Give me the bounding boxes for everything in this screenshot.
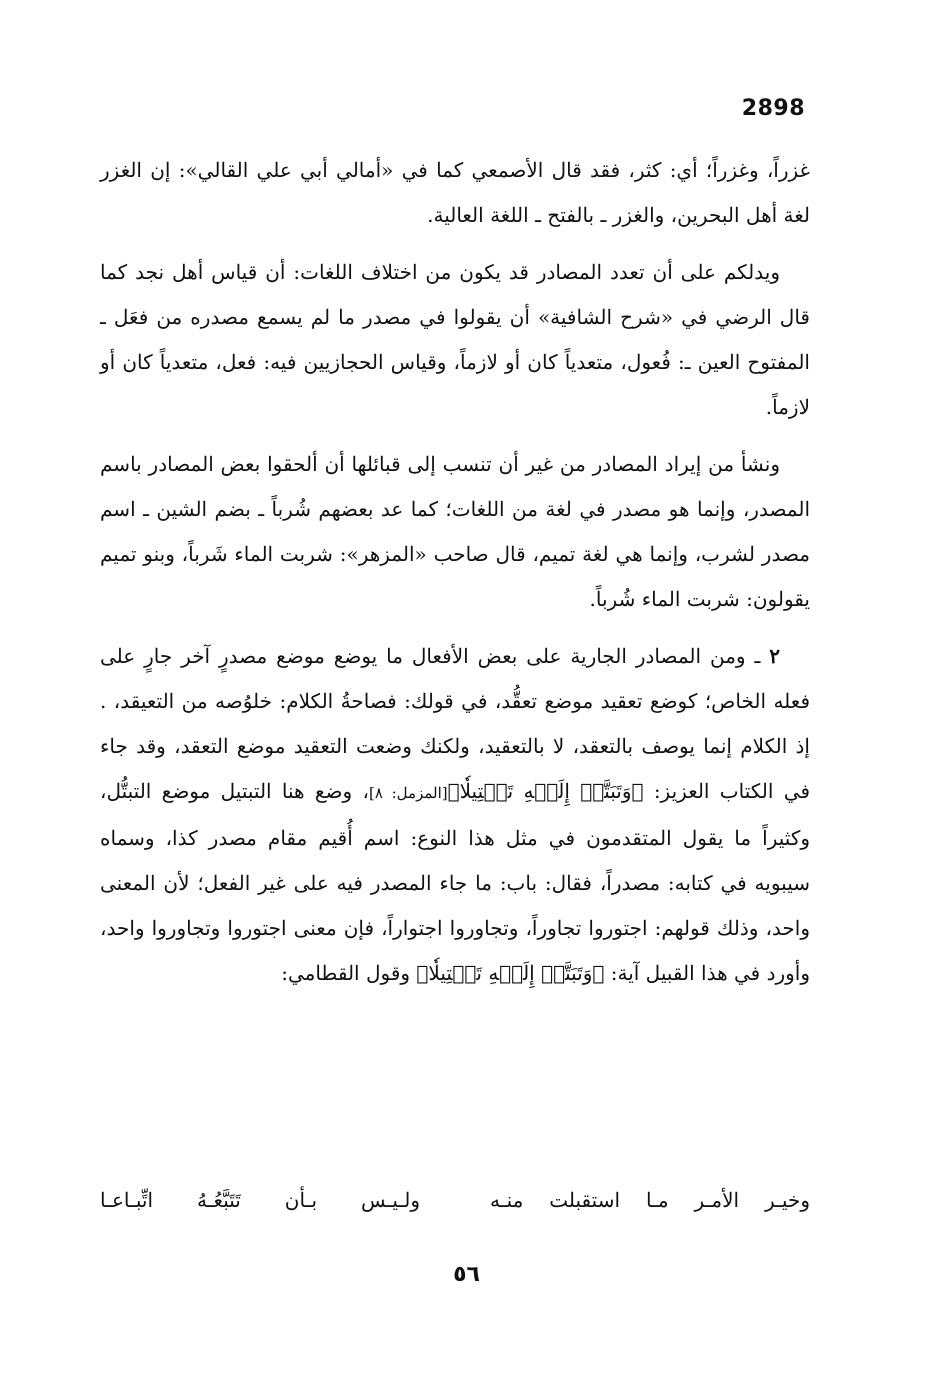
paragraph-3: ونشأ من إيراد المصادر من غير أن تنسب إلى قبائلها أن ألحقوا بعض المصادر باسم المصدر، وإنما هو مصدر في لغة من اللغات؛ كما عد بعضهم شُرباً ـ بضم الشين ـ اسم مصدر لشرب، وإنما هي لغة تميم، قال صاحب «المزهر»: شربت الماء شَرباً، وبنو تميم يقولون: شربت الماء شُرباً. xyxy=(100,452,810,611)
verse-second-hemistich: ولـيـس بـأن تَتَبَّعُـهُ اتِّبـاعـا xyxy=(100,1188,420,1212)
paragraph-2: ويدلكم على أن تعدد المصادر قد يكون من اختلاف اللغات: أن قياس أهل نجد كما قال الرضي في «شرح الشافية» أن يقولوا في مصدر ما لم يسمع مصدره من فعَل ـ المفتوح العين ـ: فُعول، متعدياً كان أو لازماً، وقياس الحجازيين فيه: فعل، متعدياً كان أو لازماً. xyxy=(100,260,810,419)
page-number-bottom: ٥٦ xyxy=(453,1262,480,1287)
verse-first-hemistich: وخيـر الأمـر مـا استقبلت منـه xyxy=(490,1188,810,1212)
quran-quote-1: ﴿وَتَبَتَّلۡ إِلَيۡهِ تَبۡتِيلٗا﴾ xyxy=(447,779,644,803)
page-body xyxy=(100,148,810,1008)
page-number-top: 2898 xyxy=(741,96,805,121)
paragraph-1: غزراً، وغزراً؛ أي: كثر، فقد قال الأصمعي كما في «أمالي أبي علي القالي»: إن الغزر لغة أهل البحرين، والغزر ـ بالفتح ـ اللغة العالية. xyxy=(100,158,810,227)
section-number: ٢ xyxy=(769,644,780,668)
quran-reference: [المزمل: ٨] xyxy=(368,784,448,802)
section-2-text-part-1: ـ ومن المصادر الجارية على بعض الأفعال ما يوضع موضع مصدرٍ آخر جارٍ على فعله الخاص؛ كوضع تعقيد موضع تعقُّد، في قولك: فصاحةُ الكلام: خلوُصه من التعيقد، . إذ الكلام إنما يوصف بالتعقد، لا بالتعقيد، ولكنك وضعت التعقيد موضع التعقد، وقد جاء في الكتاب العزيز: xyxy=(100,644,811,803)
section-2-text-part-2: ، وضع هنا التبتيل موضع التبتُّل، وكثيراً ما يقول المتقدمون في مثل هذا النوع: اسم أُقيم مقام مصدر كذا، وسماه سيبويه في كتابه: مصدراً، فقال: باب: ما جاء المصدر فيه على غير الفعل؛ لأن المعنى واحد، وذلك قولهم: اجتوروا تجاوراً، وتجاوروا اجتواراً، فإن معنى اجتوروا وتجاوروا واحد، وأورد في هذا القبيل آية: xyxy=(100,779,810,985)
quran-quote-2: ﴿وَتَبَتَّلۡ إِلَيۡهِ تَبۡتِيلٗا﴾ xyxy=(416,961,605,985)
poetry-verse xyxy=(100,1178,810,1223)
paragraph-section-2 xyxy=(100,634,810,996)
section-2-text-part-3: وقول القطامي: xyxy=(281,961,417,985)
